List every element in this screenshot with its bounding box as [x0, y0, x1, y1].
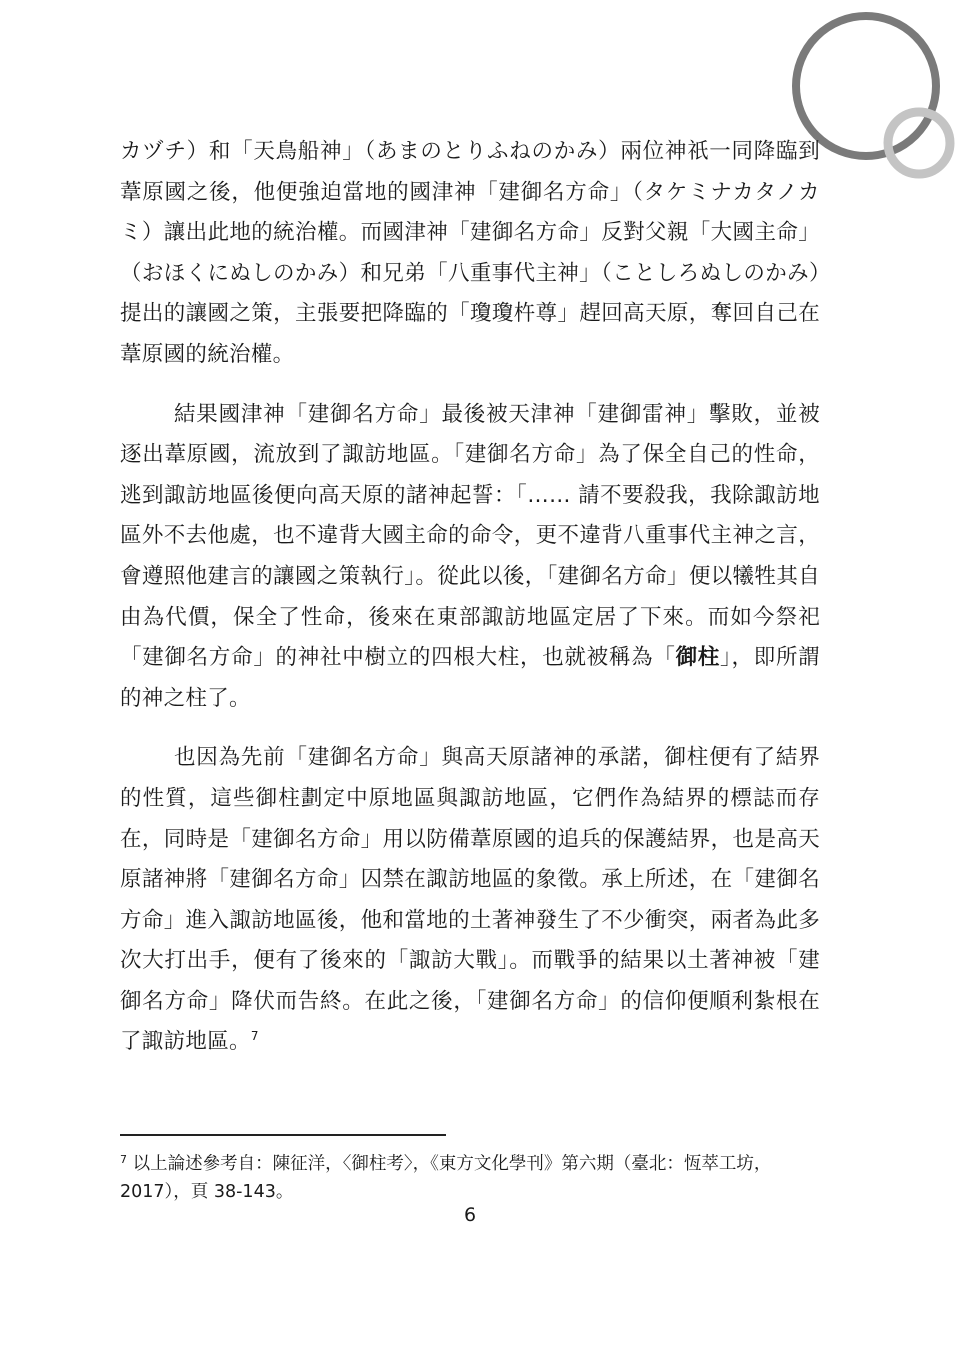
paragraph-2 — [120, 395, 820, 720]
bold-term: 御柱 — [675, 645, 721, 671]
footnote-marker: 7 — [120, 1153, 127, 1166]
paragraph-3-text: 也因為先前「建御名方命」與高天原諸神的承諾，御柱便有了結界的性質，這些御柱劃定中原地區與諏訪地區，它們作為結界的標誌而存在，同時是「建御名方命」用以防備葦原國的追兵的保護結界，也是高天原諸神將「建御名方命」囚禁在諏訪地區的象徵。承上所述，在「建御名方命」進入諏訪地區後，他和當地的土著神發生了不少衝突，兩者為此多次大打出手，便有了後來的「諏訪大戰」。而戰爭的結果以土著神被「建御名方命」降伏而告終。在此之後，「建御名方命」的信仰便順利紮根在了諏訪地區。 — [120, 745, 820, 1055]
paragraph-2-tail: 」，即所謂的神之柱了。 — [120, 645, 820, 711]
paragraph-2-text: 結果國津神「建御名方命」最後被天津神「建御雷神」擊敗，並被逐出葦原國，流放到了諏訪地區。「建御名方命」為了保全自己的性命，逃到諏訪地區後便向高天原的諸神起誓：「…… 請不要殺我，我除諏訪地區外不去他處，也不違背大國主命的命令，更不違背八重事代主神之言，會遵照他建言的讓國之策執行」。從此以後，「建御名方命」便以犧牲其自由為代價，保全了性命，後來在東部諏訪地區定居了下來。而如今祭祀「建御名方命」的神社中樹立的四根大柱，也就被稱為「 — [120, 401, 820, 671]
footnote-text: 以上論述參考自：陳征洋，〈御柱考〉，《東方文化學刊》第六期（臺北：恆萃工坊，2017），頁 38-143。 — [120, 1154, 772, 1202]
paragraph-1: カヅチ）和「天鳥船神」（あまのとりふねのかみ）兩位神祇一同降臨到葦原國之後，他便強迫當地的國津神「建御名方命」（タケミナカタノカミ）讓出此地的統治權。而國津神「建御名方命」反對父親「大國主命」（おほくにぬしのかみ）和兄弟「八重事代主神」（ことしろぬしのかみ）提出的讓國之策，主張要把降臨的「瓊瓊杵尊」趕回高天原，奪回自己在葦原國的統治權。 — [120, 139, 820, 367]
footnote-reference[interactable]: 7 — [250, 1029, 259, 1044]
body-text — [120, 132, 820, 1082]
footnote-separator — [120, 1134, 446, 1136]
paragraph-3 — [120, 738, 820, 1063]
footnote — [120, 1150, 810, 1206]
page-number: 6 — [463, 1204, 477, 1226]
small-ring-icon — [888, 112, 950, 174]
